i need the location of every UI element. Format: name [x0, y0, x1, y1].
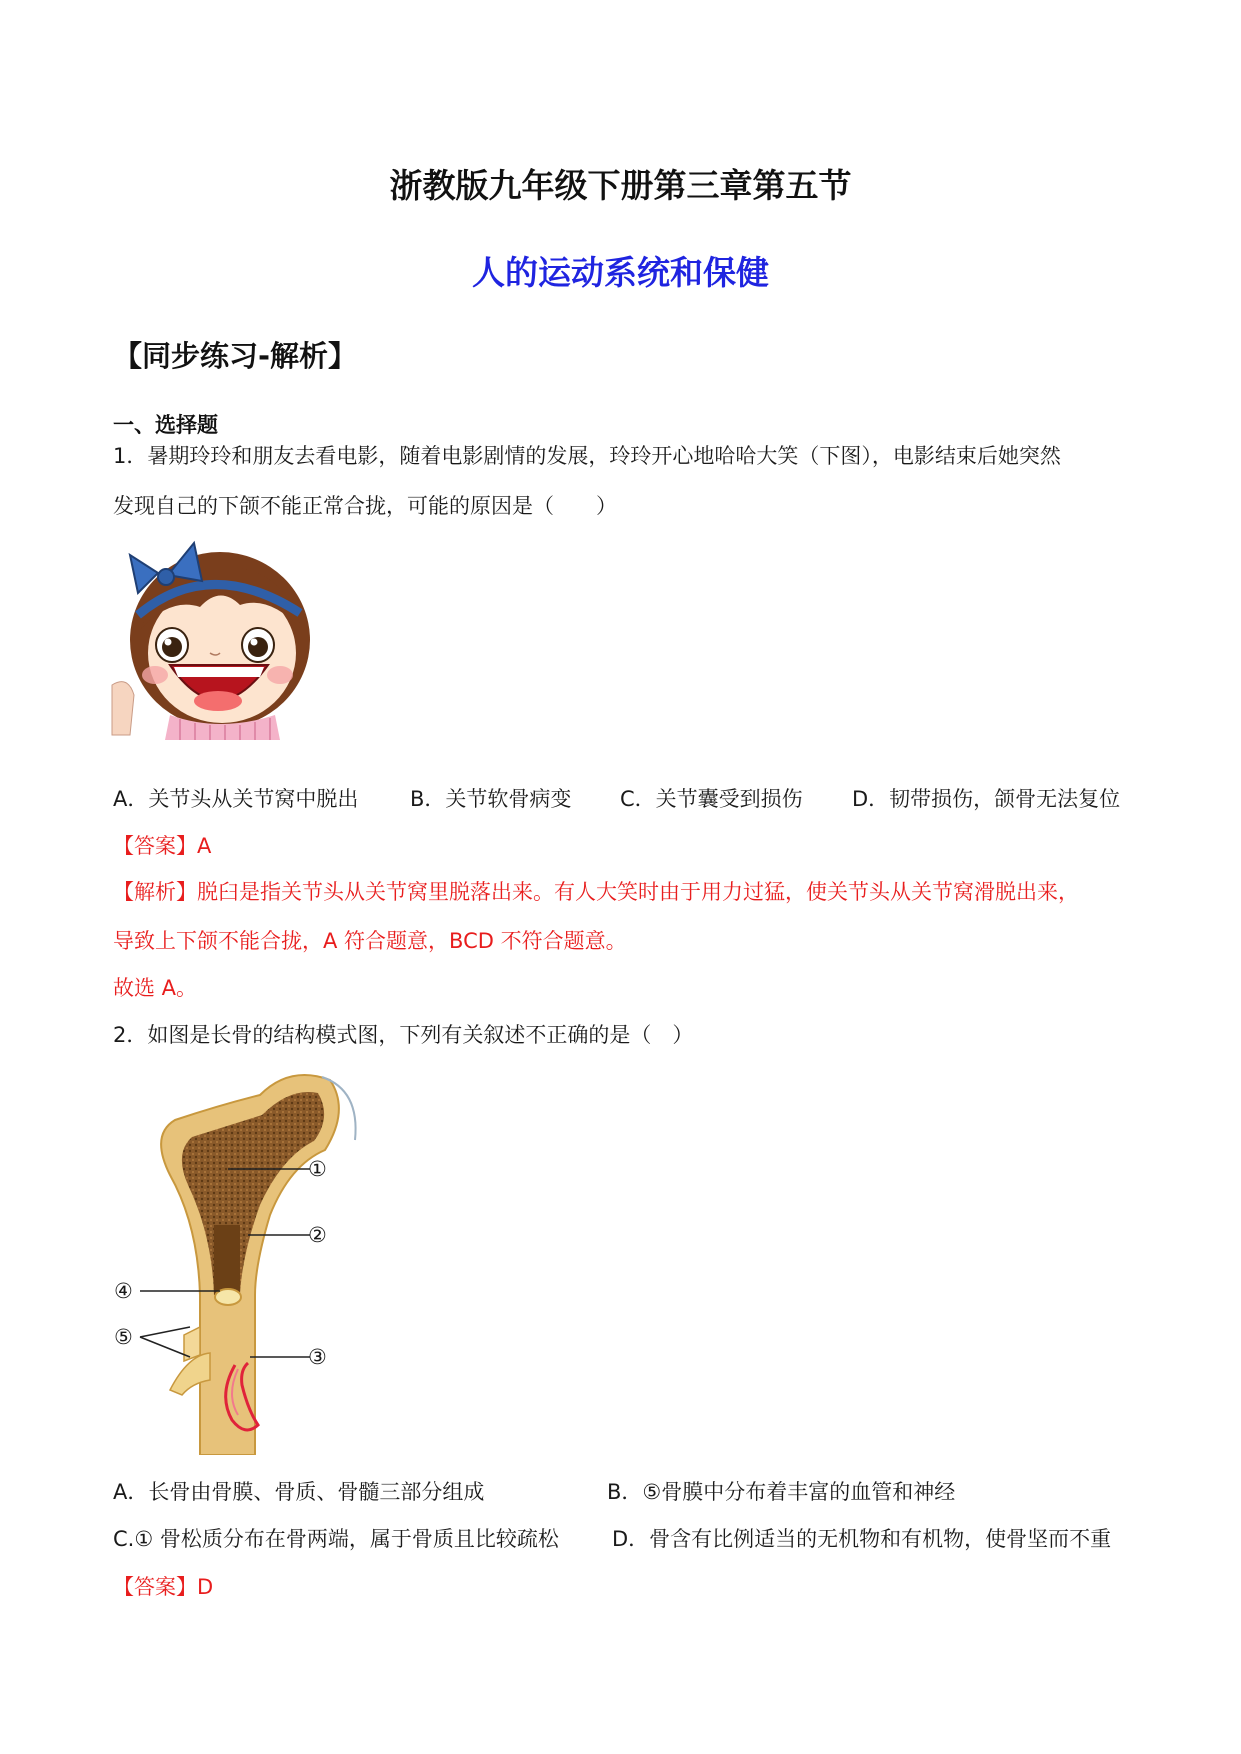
q2-option-c: C.① 骨松质分布在骨两端，属于骨质且比较疏松	[113, 1527, 559, 1551]
q1-answer: 【答案】A	[113, 834, 212, 858]
q2-option-d: D．骨含有比例适当的无机物和有机物，使骨坚而不重	[612, 1527, 1112, 1551]
bone-label-4: ④	[114, 1279, 133, 1303]
q1-analysis-line2: 导致上下颌不能合拢，A 符合题意，BCD 不符合题意。	[113, 929, 627, 953]
laughing-girl-illustration	[110, 535, 310, 740]
q2-option-b: B．⑤骨膜中分布着丰富的血管和神经	[607, 1480, 956, 1504]
q1-stem-line1: 1．暑期玲玲和朋友去看电影，随着电影剧情的发展，玲玲开心地哈哈大笑（下图），电影结束后她突然	[113, 444, 1061, 468]
q1-analysis-line1: 【解析】脱臼是指关节头从关节窝里脱落出来。有人大笑时由于用力过猛，使关节头从关节窝滑脱出来，	[113, 880, 1079, 904]
long-bone-diagram	[110, 1065, 380, 1455]
document-subtitle: 人的运动系统和保健	[472, 253, 769, 292]
section-heading: 【同步练习-解析】	[113, 339, 358, 373]
part-heading: 一、选择题	[113, 413, 218, 437]
q1-option-d: D．韧带损伤，颌骨无法复位	[852, 787, 1121, 811]
q1-option-c: C．关节囊受到损伤	[620, 787, 803, 811]
bone-label-2: ②	[308, 1223, 327, 1247]
q1-stem-line2: 发现自己的下颌不能正常合拢，可能的原因是（ ）	[113, 494, 617, 518]
bone-label-3: ③	[308, 1345, 327, 1369]
q1-analysis-line3: 故选 A。	[113, 976, 198, 1000]
document-title: 浙教版九年级下册第三章第五节	[389, 166, 852, 205]
q1-option-a: A．关节头从关节窝中脱出	[113, 787, 359, 811]
q2-stem: 2．如图是长骨的结构模式图，下列有关叙述不正确的是（ ）	[113, 1023, 694, 1047]
bone-label-5: ⑤	[114, 1325, 133, 1349]
bone-label-1: ①	[308, 1157, 327, 1181]
q2-answer: 【答案】D	[113, 1575, 214, 1599]
q2-option-a: A．长骨由骨膜、骨质、骨髓三部分组成	[113, 1480, 485, 1504]
q1-option-b: B．关节软骨病变	[410, 787, 572, 811]
